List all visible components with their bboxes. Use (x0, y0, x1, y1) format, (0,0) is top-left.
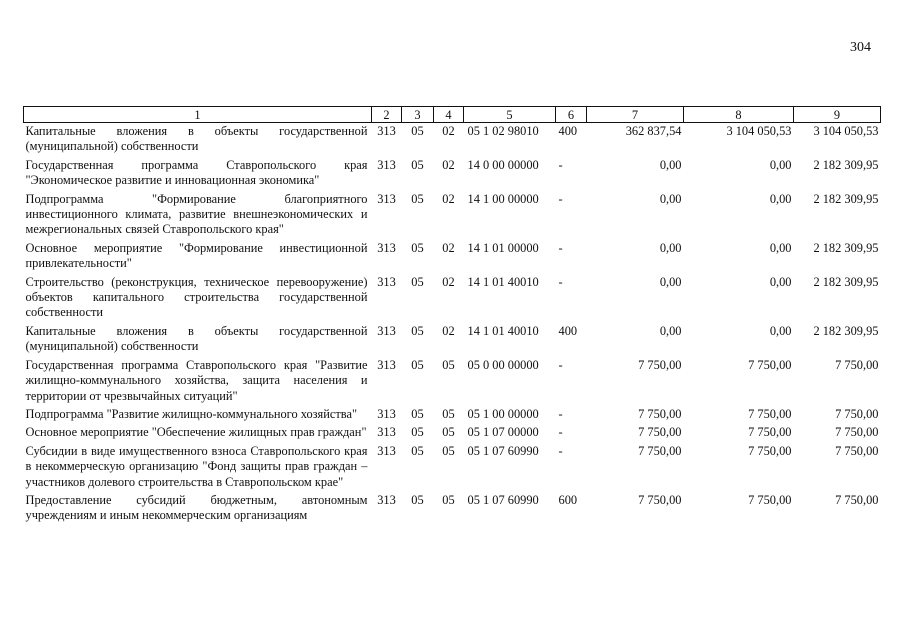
table-row (24, 239, 881, 273)
row-subsection-cell: 02 (442, 323, 455, 338)
row-target-code-cell: 05 1 07 60990 (467, 443, 539, 458)
row-name-cell: Подпрограмма "Развитие жилищно-коммунального хозяйства" (25, 406, 358, 421)
row-name-cell: Предоставление субсидий бюджетным, автономным учреждениям и иным некоммерческим организациям (25, 492, 368, 523)
row-target-code-cell: 05 1 00 00000 (467, 406, 539, 421)
row-amount-col8-cell: 0,00 (769, 157, 792, 172)
row-name-cell: Государственная программа Ставропольского края "Экономическое развитие и инновационная экономика" (25, 157, 368, 188)
row-amount-col7-cell: 7 750,00 (638, 443, 682, 458)
row-amount-col9-cell: 2 182 309,95 (813, 240, 879, 255)
table-row (24, 322, 881, 356)
row-subsection-cell: 02 (442, 274, 455, 289)
row-expense-type-cell: - (558, 191, 563, 206)
table-row (24, 405, 881, 423)
row-ministry-code-cell: 313 (377, 357, 396, 372)
row-name-cell: Строительство (реконструкция, техническое перевооружение) объектов капитального строительства государственной собственности (25, 274, 368, 320)
row-section-cell: 05 (411, 274, 424, 289)
header-cell-2: 2 (372, 107, 402, 123)
row-expense-type-cell: - (558, 357, 563, 372)
table-row (24, 442, 881, 491)
row-amount-col7-cell: 0,00 (659, 240, 682, 255)
table-row (24, 156, 881, 190)
row-subsection-cell: 02 (442, 157, 455, 172)
row-amount-col9-cell: 7 750,00 (835, 406, 879, 421)
row-amount-col8-cell: 7 750,00 (748, 357, 792, 372)
row-ministry-code-cell: 313 (377, 425, 396, 440)
row-target-code-cell: 05 1 07 00000 (467, 425, 539, 440)
table-row (24, 190, 881, 239)
row-target-code-cell: 05 1 07 60990 (467, 492, 539, 507)
row-ministry-code-cell: 313 (377, 124, 396, 138)
row-section-cell: 05 (411, 406, 424, 421)
row-section-cell: 05 (411, 191, 424, 206)
row-amount-col7-cell: 7 750,00 (638, 357, 682, 372)
row-expense-type-cell: - (558, 240, 563, 255)
row-ministry-code-cell: 313 (377, 240, 396, 255)
row-amount-col7-cell: 362 837,54 (625, 124, 682, 138)
row-amount-col8-cell: 7 750,00 (748, 425, 792, 440)
row-expense-type-cell: 400 (558, 323, 578, 338)
table-row (24, 356, 881, 405)
header-cell-1: 1 (24, 107, 372, 123)
row-expense-type-cell: 600 (558, 492, 578, 507)
row-section-cell: 05 (411, 157, 424, 172)
row-expense-type-cell: 400 (558, 124, 578, 138)
row-subsection-cell: 02 (442, 124, 455, 138)
row-section-cell: 05 (411, 240, 424, 255)
budget-table (23, 106, 881, 525)
row-amount-col7-cell: 7 750,00 (638, 425, 682, 440)
row-name-cell: Капитальные вложения в объекты государственной (муниципальной) собственности (25, 323, 368, 354)
row-subsection-cell: 05 (442, 406, 455, 421)
row-ministry-code-cell: 313 (377, 443, 396, 458)
row-amount-col8-cell: 0,00 (769, 240, 792, 255)
budget-table-container (23, 106, 880, 525)
header-cell-8: 8 (684, 107, 794, 123)
row-ministry-code-cell: 313 (377, 274, 396, 289)
row-amount-col9-cell: 2 182 309,95 (813, 191, 879, 206)
table-row (24, 423, 881, 441)
header-cell-5: 5 (464, 107, 556, 123)
row-section-cell: 05 (411, 492, 424, 507)
header-cell-9: 9 (794, 107, 881, 123)
row-name-cell: Государственная программа Ставропольского края "Развитие жилищно-коммунального хозяйства, защита населения и территории от чрезвычайных ситуаций" (25, 357, 368, 403)
row-amount-col7-cell: 0,00 (659, 323, 682, 338)
row-amount-col9-cell: 7 750,00 (835, 492, 879, 507)
table-row (24, 273, 881, 322)
row-expense-type-cell: - (558, 425, 563, 440)
row-subsection-cell: 02 (442, 240, 455, 255)
header-cell-4: 4 (434, 107, 464, 123)
row-target-code-cell: 14 1 01 40010 (467, 274, 539, 289)
row-section-cell: 05 (411, 124, 424, 138)
row-amount-col8-cell: 0,00 (769, 191, 792, 206)
row-expense-type-cell: - (558, 274, 563, 289)
row-subsection-cell: 05 (442, 492, 455, 507)
row-amount-col8-cell: 0,00 (769, 274, 792, 289)
row-ministry-code-cell: 313 (377, 191, 396, 206)
page-number: 304 (850, 40, 871, 55)
row-name-cell: Подпрограмма "Формирование благоприятного инвестиционного климата, развитие внешнеэкономических и межрегиональных связей Ставропольского края" (25, 191, 368, 237)
row-subsection-cell: 05 (442, 357, 455, 372)
row-amount-col9-cell: 2 182 309,95 (813, 323, 879, 338)
row-name-cell: Основное мероприятие "Формирование инвестиционной привлекательности" (25, 240, 368, 271)
header-cell-3: 3 (402, 107, 434, 123)
row-name-cell: Основное мероприятие "Обеспечение жилищных прав граждан" (25, 425, 367, 440)
row-amount-col9-cell: 7 750,00 (835, 443, 879, 458)
row-expense-type-cell: - (558, 406, 563, 421)
row-amount-col9-cell: 2 182 309,95 (813, 157, 879, 172)
row-subsection-cell: 02 (442, 191, 455, 206)
row-section-cell: 05 (411, 443, 424, 458)
row-amount-col7-cell: 0,00 (659, 191, 682, 206)
row-ministry-code-cell: 313 (377, 406, 396, 421)
row-amount-col9-cell: 7 750,00 (835, 357, 879, 372)
row-amount-col8-cell: 7 750,00 (748, 443, 792, 458)
row-target-code-cell: 05 1 02 98010 (467, 124, 539, 138)
row-target-code-cell: 14 1 01 00000 (467, 240, 539, 255)
row-name-cell: Субсидии в виде имущественного взноса Ставропольского края в некоммерческую организацию "Фонд защиты прав граждан – участников долевого строительства в Ставропольском крае" (25, 443, 368, 489)
row-target-code-cell: 14 1 00 00000 (467, 191, 539, 206)
row-expense-type-cell: - (558, 443, 563, 458)
row-ministry-code-cell: 313 (377, 157, 396, 172)
row-amount-col8-cell: 3 104 050,53 (726, 124, 792, 138)
row-amount-col7-cell: 0,00 (659, 274, 682, 289)
row-ministry-code-cell: 313 (377, 323, 396, 338)
row-target-code-cell: 14 1 01 40010 (467, 323, 539, 338)
row-amount-col8-cell: 7 750,00 (748, 406, 792, 421)
row-expense-type-cell: - (558, 157, 563, 172)
header-cell-7: 7 (587, 107, 684, 123)
row-amount-col9-cell: 3 104 050,53 (813, 124, 879, 138)
row-name-cell: Капитальные вложения в объекты государственной (муниципальной) собственности (25, 124, 368, 154)
table-row (24, 491, 881, 525)
row-section-cell: 05 (411, 425, 424, 440)
row-subsection-cell: 05 (442, 443, 455, 458)
row-amount-col7-cell: 7 750,00 (638, 492, 682, 507)
row-subsection-cell: 05 (442, 425, 455, 440)
row-target-code-cell: 14 0 00 00000 (467, 157, 539, 172)
table-body (24, 123, 881, 525)
row-section-cell: 05 (411, 323, 424, 338)
row-amount-col8-cell: 7 750,00 (748, 492, 792, 507)
table-row (24, 123, 881, 156)
row-amount-col8-cell: 0,00 (769, 323, 792, 338)
row-amount-col9-cell: 2 182 309,95 (813, 274, 879, 289)
row-amount-col7-cell: 7 750,00 (638, 406, 682, 421)
table-header (24, 107, 881, 123)
row-ministry-code-cell: 313 (377, 492, 396, 507)
row-amount-col9-cell: 7 750,00 (835, 425, 879, 440)
row-amount-col7-cell: 0,00 (659, 157, 682, 172)
header-cell-6: 6 (556, 107, 587, 123)
row-target-code-cell: 05 0 00 00000 (467, 357, 539, 372)
row-section-cell: 05 (411, 357, 424, 372)
header-row (24, 107, 881, 123)
